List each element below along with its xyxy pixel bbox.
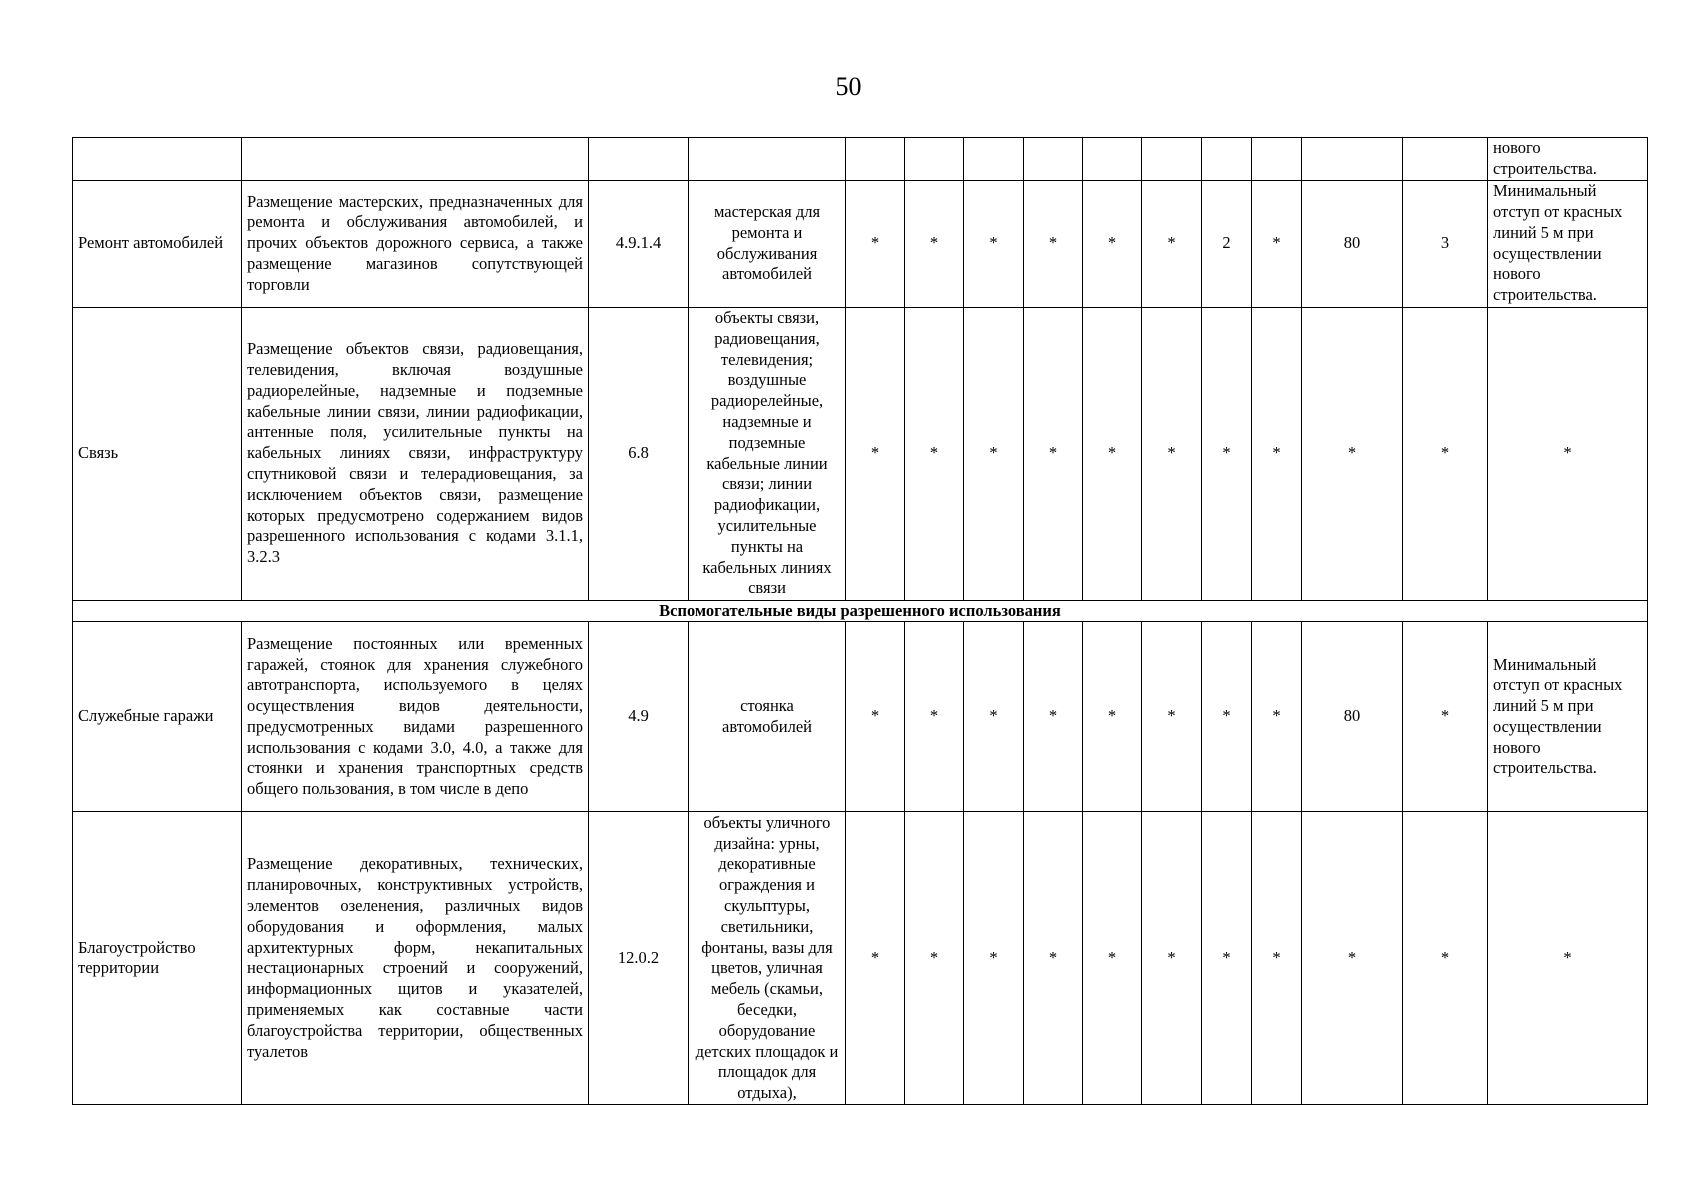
cell-param: * <box>1202 812 1252 1105</box>
cell-code: 12.0.2 <box>589 812 689 1105</box>
cell-description: Размещение декоративных, технических, планировочных, конструктивных устройств, элементов озеленения, различных видов оборудования и оформления, малых архитектурных форм, некапитальных нестационарных строений и сооружений, информационных щитов и указателей, применяемых как составные части благоустройства территории, общественных туалетов <box>242 812 589 1105</box>
cell-empty <box>1403 138 1488 181</box>
cell-param: * <box>1403 812 1488 1105</box>
cell-note: * <box>1488 812 1648 1105</box>
cell-param: * <box>905 307 964 600</box>
cell-param: * <box>1142 307 1202 600</box>
cell-empty <box>1202 138 1252 181</box>
cell-objects: объекты уличного дизайна: урны, декоративные ограждения и скульптуры, светильники, фонтаны, вазы для цветов, уличная мебель (скамьи, беседки, оборудование детских площадок и площадок для отдыха), <box>689 812 846 1105</box>
cell-param: * <box>1252 622 1302 812</box>
cell-param: * <box>846 622 905 812</box>
cell-code: 6.8 <box>589 307 689 600</box>
cell-objects: мастерская для ремонта и обслуживания автомобилей <box>689 180 846 307</box>
cell-param: * <box>905 812 964 1105</box>
cell-empty <box>1302 138 1403 181</box>
cell-param: * <box>1142 622 1202 812</box>
table-row <box>73 622 1648 812</box>
cell-param: * <box>964 180 1024 307</box>
cell-param: * <box>1024 307 1083 600</box>
cell-param: * <box>1403 307 1488 600</box>
cell-param: * <box>1083 307 1142 600</box>
cell-note: Минимальный отступ от красных линий 5 м при осуществлении нового строительства. <box>1488 622 1648 812</box>
table-row <box>73 812 1648 1105</box>
cell-empty <box>905 138 964 181</box>
cell-param: * <box>905 622 964 812</box>
cell-param: * <box>1252 307 1302 600</box>
cell-param: 80 <box>1302 622 1403 812</box>
cell-param: * <box>1142 180 1202 307</box>
cell-param: * <box>964 307 1024 600</box>
cell-empty <box>1252 138 1302 181</box>
cell-param: * <box>1024 622 1083 812</box>
cell-param: * <box>964 812 1024 1105</box>
table-row-continued <box>73 138 1648 181</box>
cell-param: * <box>1252 180 1302 307</box>
cell-empty <box>1142 138 1202 181</box>
cell-code: 4.9 <box>589 622 689 812</box>
cell-param: * <box>1024 812 1083 1105</box>
cell-param: * <box>1403 622 1488 812</box>
cell-param: * <box>846 812 905 1105</box>
cell-param: * <box>1302 307 1403 600</box>
cell-description: Размещение объектов связи, радиовещания, телевидения, включая воздушные радиорелейные, надземные и подземные кабельные линии связи, линии радиофикации, антенные поля, усилительные пункты на кабельных линиях связи, инфраструктуру спутниковой связи и телерадиовещания, за исключением объектов связи, размещение которых предусмотрено содержанием видов разрешенного использования с кодами 3.1.1, 3.2.3 <box>242 307 589 600</box>
land-use-table <box>72 137 1648 1105</box>
cell-param: * <box>1252 812 1302 1105</box>
cell-name: Благоустройство территории <box>73 812 242 1105</box>
cell-param: * <box>1083 180 1142 307</box>
cell-param: * <box>846 180 905 307</box>
cell-param: * <box>1142 812 1202 1105</box>
cell-empty <box>689 138 846 181</box>
cell-param: * <box>1083 622 1142 812</box>
section-header-row <box>73 600 1648 622</box>
cell-param: * <box>1024 180 1083 307</box>
cell-note: * <box>1488 307 1648 600</box>
cell-empty <box>1083 138 1142 181</box>
cell-name: Связь <box>73 307 242 600</box>
page-number: 50 <box>835 72 862 101</box>
cell-param: * <box>1202 622 1252 812</box>
section-title: Вспомогательные виды разрешенного использования <box>73 600 1648 622</box>
cell-description: Размещение постоянных или временных гаражей, стоянок для хранения служебного автотранспорта, используемого в целях осуществления видов деятельности, предусмотренных видами разрешенного использования с кодами 3.0, 4.0, а также для стоянки и хранения транспортных средств общего пользования, в том числе в депо <box>242 622 589 812</box>
cell-param: * <box>1202 307 1252 600</box>
cell-param: * <box>1302 812 1403 1105</box>
cell-empty <box>964 138 1024 181</box>
cell-name: Служебные гаражи <box>73 622 242 812</box>
cell-empty <box>846 138 905 181</box>
cell-param: 80 <box>1302 180 1403 307</box>
cell-name: Ремонт автомобилей <box>73 180 242 307</box>
cell-objects: стоянка автомобилей <box>689 622 846 812</box>
cell-note: Минимальный отступ от красных линий 5 м при осуществлении нового строительства. <box>1488 180 1648 307</box>
cell-param: 3 <box>1403 180 1488 307</box>
cell-description: Размещение мастерских, предназначенных для ремонта и обслуживания автомобилей, и прочих объектов дорожного сервиса, а также размещение магазинов сопутствующей торговли <box>242 180 589 307</box>
cell-code: 4.9.1.4 <box>589 180 689 307</box>
cell-empty <box>242 138 589 181</box>
table-row <box>73 180 1648 307</box>
cell-param: 2 <box>1202 180 1252 307</box>
cell-objects: объекты связи, радиовещания, телевидения; воздушные радиорелейные, надземные и подземные кабельные линии связи; линии радиофикации, усилительные пункты на кабельных линиях связи <box>689 307 846 600</box>
cell-param: * <box>1083 812 1142 1105</box>
cell-param: * <box>905 180 964 307</box>
cell-empty <box>589 138 689 181</box>
cell-param: * <box>846 307 905 600</box>
table-row <box>73 307 1648 600</box>
cell-note: нового строительства. <box>1488 138 1648 181</box>
cell-empty <box>1024 138 1083 181</box>
cell-param: * <box>964 622 1024 812</box>
cell-empty <box>73 138 242 181</box>
